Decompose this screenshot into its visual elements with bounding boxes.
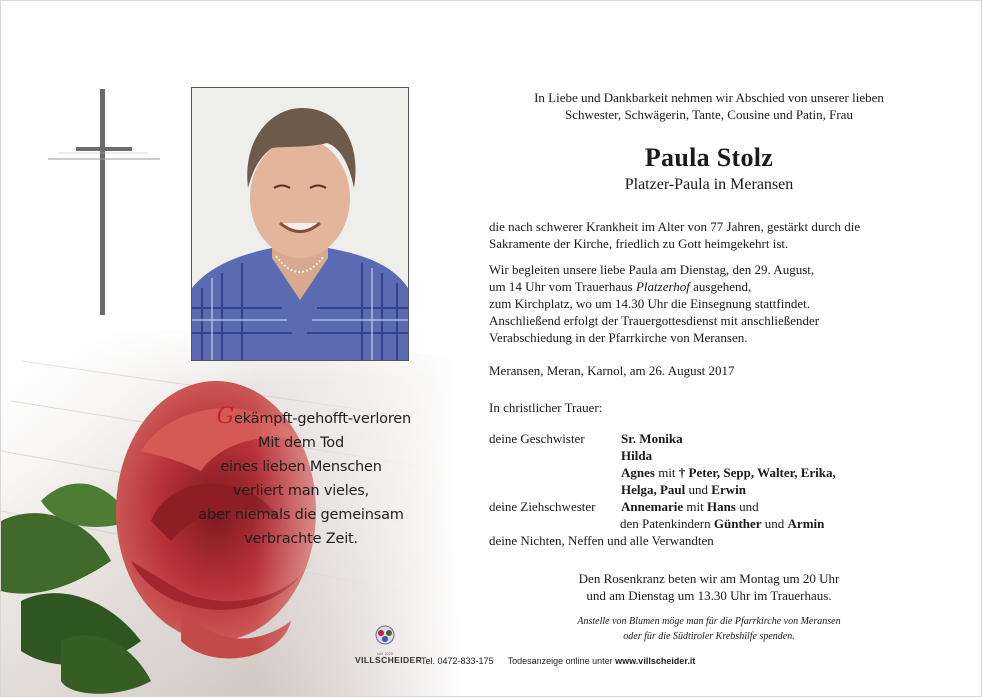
godchildren-label: den Patenkindern [620, 516, 714, 531]
memorial-poem [181, 405, 421, 551]
poem-line-5: aber niemals die gemeinsam [198, 507, 404, 523]
para2-line-1: Wir begleiten unsere liebe Paula am Dienstag, den 29. August, [489, 262, 815, 277]
deceased-relative-last: Erwin [711, 482, 746, 497]
donation-note [479, 614, 939, 644]
paragraph-passing [489, 218, 929, 252]
godchild-name: Armin [787, 516, 825, 531]
para2-line-2-post: ausgehend, [689, 279, 752, 294]
family-row [489, 464, 929, 481]
para1-line-2: Sakramente der Kirche, friedlich zu Gott heimgekehrt ist. [489, 236, 789, 251]
family-row [489, 532, 929, 549]
place-date: Meransen, Meran, Karnol, am 26. August 2017 [489, 363, 735, 378]
family-row [489, 481, 929, 498]
intro-text [479, 89, 939, 123]
deceased-name: Paula Stolz [644, 143, 774, 172]
para2-line-2-pre: um 14 Uhr vom Trauerhaus [489, 279, 636, 294]
foster-name: Annemarie [621, 499, 684, 514]
villscheider-logo [355, 624, 423, 666]
intro-line-2: Schwester, Schwägerin, Tante, Cousine und Patin, Frau [565, 107, 853, 122]
footer-online-label: Todesanzeige online unter [507, 656, 616, 666]
note-line-2: oder für die Südtiroler Krebshilfe spenden. [623, 631, 795, 642]
sibling-name: Sr. Monika [621, 431, 683, 446]
poem-line-4: verliert man vieles, [232, 483, 370, 499]
poem-line-1 [181, 405, 421, 431]
and-text: und [735, 499, 759, 514]
siblings-label: deine Geschwister [489, 431, 585, 446]
with-text: mit [654, 465, 679, 480]
family-row [489, 430, 929, 447]
other-relatives: deine Nichten, Neffen und alle Verwandten [489, 533, 714, 548]
note-line-1: Anstelle von Blumen möge man für die Pfarrkirche von Meransen [577, 616, 841, 627]
family-list [489, 430, 929, 549]
rosary-line-2: und am Dienstag um 13.30 Uhr im Trauerhaus. [586, 588, 832, 603]
rosary-info [479, 570, 939, 604]
family-row [489, 515, 929, 532]
family-row [489, 447, 929, 464]
deceased-relatives-cont: Helga, Paul [621, 482, 686, 497]
and-text: und [761, 516, 788, 531]
sibling-name: Hilda [621, 448, 653, 463]
logo-since: seit 1925 [376, 651, 394, 656]
paragraph-funeral [489, 261, 929, 346]
sibling-name: Agnes [621, 465, 655, 480]
footer-website-link[interactable]: www.villscheider.it [615, 656, 696, 666]
deceased-cross-symbol: † [678, 465, 686, 480]
poem-line-6: verbrachte Zeit. [244, 531, 358, 547]
deceased-nickname: Platzer-Paula in Meransen [624, 176, 794, 193]
poem-initial: G [216, 404, 234, 429]
deceased-relatives: Peter, Sepp, Walter, Erika, [685, 465, 836, 480]
portrait-photo [191, 87, 409, 361]
family-row [489, 498, 929, 515]
foster-label: deine Ziehschwester [489, 499, 596, 514]
mourning-intro: In christlicher Trauer: [489, 400, 603, 415]
with-text: mit [683, 499, 707, 514]
para2-line-3: zum Kirchplatz, wo um 14.30 Uhr die Einsegnung stattfindet. [489, 296, 810, 311]
para2-line-2 [489, 278, 929, 295]
poem-line-1-rest: ekämpft-gehofft-verloren [233, 411, 411, 427]
footer-contact [421, 656, 695, 666]
intro-line-1: In Liebe und Dankbarkeit nehmen wir Abschied von unserer lieben [534, 90, 884, 105]
cross-icon [48, 89, 160, 315]
para1-line-1: die nach schwerer Krankheit im Alter von 77 Jahren, gestärkt durch die [489, 219, 861, 234]
poem-line-3: eines lieben Menschen [220, 459, 382, 475]
para2-line-5: Verabschiedung in der Pfarrkirche von Meransen. [489, 330, 748, 345]
footer-phone: Tel. 0472-833-175 [421, 656, 494, 666]
foster-partner: Hans [706, 499, 736, 514]
para2-line-4: Anschließend erfolgt der Trauergottesdienst mit anschließender [489, 313, 820, 328]
poem-line-2: Mit dem Tod [258, 435, 344, 451]
house-name: Platzerhof [635, 279, 690, 294]
villscheider-logo-icon [370, 624, 400, 646]
godchild-name: Günther [713, 516, 762, 531]
logo-brand: VILLSCHEIDER [355, 655, 423, 665]
and-text: und [685, 482, 712, 497]
rosary-line-1: Den Rosenkranz beten wir am Montag um 20 Uhr [578, 571, 840, 586]
